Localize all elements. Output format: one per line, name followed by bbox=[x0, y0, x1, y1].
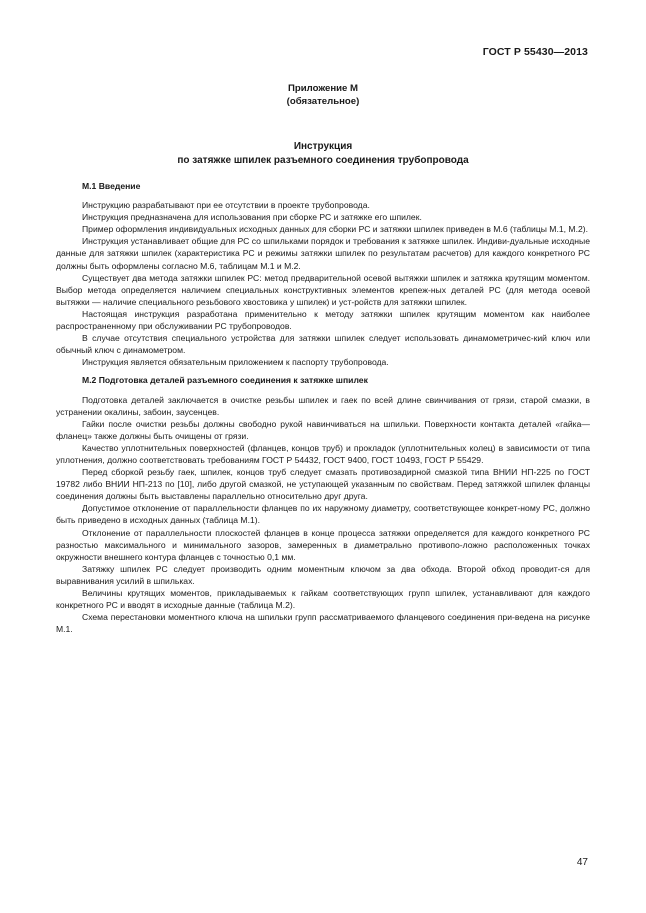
paragraph: Гайки после очистки резьбы должны свободно рукой навинчиваться на шпильки. Поверхности контакта деталей «гайка—фланец» также должны быть очищены от грязи. bbox=[56, 418, 590, 441]
paragraph: Существует два метода затяжки шпилек РС: метод предварительной осевой вытяжки шпилек и затяжка крутящим моментом. Выбор метода определяется наличием специальных конструктивных элементов крепеж-ных деталей РС (для метода осевой вытяжки — наличие специального резьбового хвостовика у шпилек) и уст-ройств для затяжки шпилек. bbox=[56, 272, 590, 307]
instruction-title bbox=[0, 140, 646, 168]
annex-header bbox=[0, 82, 646, 108]
paragraph: Инструкцию разрабатывают при ее отсутствии в проекте трубопровода. bbox=[82, 200, 370, 211]
paragraph: Подготовка деталей заключается в очистке резьбы шпилек и гаек по всей длине свинчивания от грязи, старой смазки, в устранении окалины, забоин, заусенцев. bbox=[56, 394, 590, 417]
paragraph: Схема перестановки моментного ключа на шпильки групп рассматриваемого фланцевого соединения при-ведена на рисунке М.1. bbox=[56, 612, 590, 635]
annex-status: (обязательное) bbox=[286, 96, 360, 107]
paragraph: Отклонение от параллельности плоскостей фланцев в конце процесса затяжки определяется для каждого конкретного РС разностью максимального и минимального зазоров, замеренных в диаметрально противопо-ложно расположенных точках окружности внешнего контура фланцев с точностью 0,1 мм. bbox=[56, 527, 590, 562]
section-heading-m2: М.2 Подготовка деталей разъемного соединения к затяжке шпилек bbox=[82, 375, 368, 386]
document-code: ГОСТ Р 55430—2013 bbox=[482, 46, 588, 58]
annex-title: Приложение М bbox=[287, 83, 359, 94]
paragraph: Инструкция предназначена для использования при сборке РС и затяжке его шпилек. bbox=[82, 212, 422, 223]
paragraph: Перед сборкой резьбу гаек, шпилек, концов труб следует смазать противозадирной смазкой типа ВНИИ НП-225 по ГОСТ 19782 либо ВНИИ НП-213 по [10], либо другой смазкой, не уступающей указанным по свойствам. Перед затяжкой шпилек фланцы соединения должны быть выставлены параллельно относительно друг друга. bbox=[56, 467, 590, 502]
page-number: 47 bbox=[576, 857, 588, 868]
paragraph: Настоящая инструкция разработана применительно к методу затяжки шпилек крутящим моментом как наиболее распространенному при обслуживании РС трубопроводов. bbox=[56, 308, 590, 332]
paragraph: Инструкция устанавливает общие для РС со шпильками порядок и требования к затяжке шпилек. Индиви-дуальные исходные данные для затяжки шпилек (характеристика РС и режимы затяжки шпилек по результатам расчетов) для каждого конкретного РС должны быть оформлены согласно М.6, таблицам М.1 и М.2. bbox=[56, 236, 590, 271]
instruction-title-line1: Инструкция bbox=[293, 141, 353, 152]
instruction-title-line2: по затяжке шпилек разъемного соединения трубопровода bbox=[177, 155, 469, 166]
paragraph: Инструкция является обязательным приложением к паспорту трубопровода. bbox=[82, 357, 389, 368]
document-body bbox=[56, 180, 590, 635]
paragraph: В случае отсутствия специального устройства для затяжки шпилек следует использовать динамометричес-кий ключ или обычный ключ с динамометром. bbox=[56, 333, 590, 356]
paragraph: Пример оформления индивидуальных исходных данных для сборки РС и затяжки шпилек приведен в М.6 (таблицы М.1, М.2). bbox=[82, 224, 588, 235]
paragraph: Допустимое отклонение от параллельности фланцев по их наружному диаметру, соответствующее конкрет-ному РС, должно быть приведено в исходных данных (таблица М.1). bbox=[56, 503, 590, 526]
paragraph: Качество уплотнительных поверхностей (фланцев, концов труб) и прокладок (уплотнительных колец) в зависимости от типа уплотнения, должно соответствовать требованиям ГОСТ Р 54432, ГОСТ 9400, ГОСТ 10493, ГОСТ Р 55429. bbox=[56, 442, 590, 465]
paragraph: Затяжку шпилек РС следует производить одним моментным ключом за два обхода. Второй обход проводит-ся для выравнивания усилий в шпильках. bbox=[56, 563, 590, 586]
paragraph: Величины крутящих моментов, прикладываемых к гайкам соответствующих групп шпилек, устанавливают для каждого конкретного РС и вводят в исходные данные (таблица М.2). bbox=[56, 588, 590, 611]
section-heading-m1: М.1 Введение bbox=[82, 181, 141, 191]
